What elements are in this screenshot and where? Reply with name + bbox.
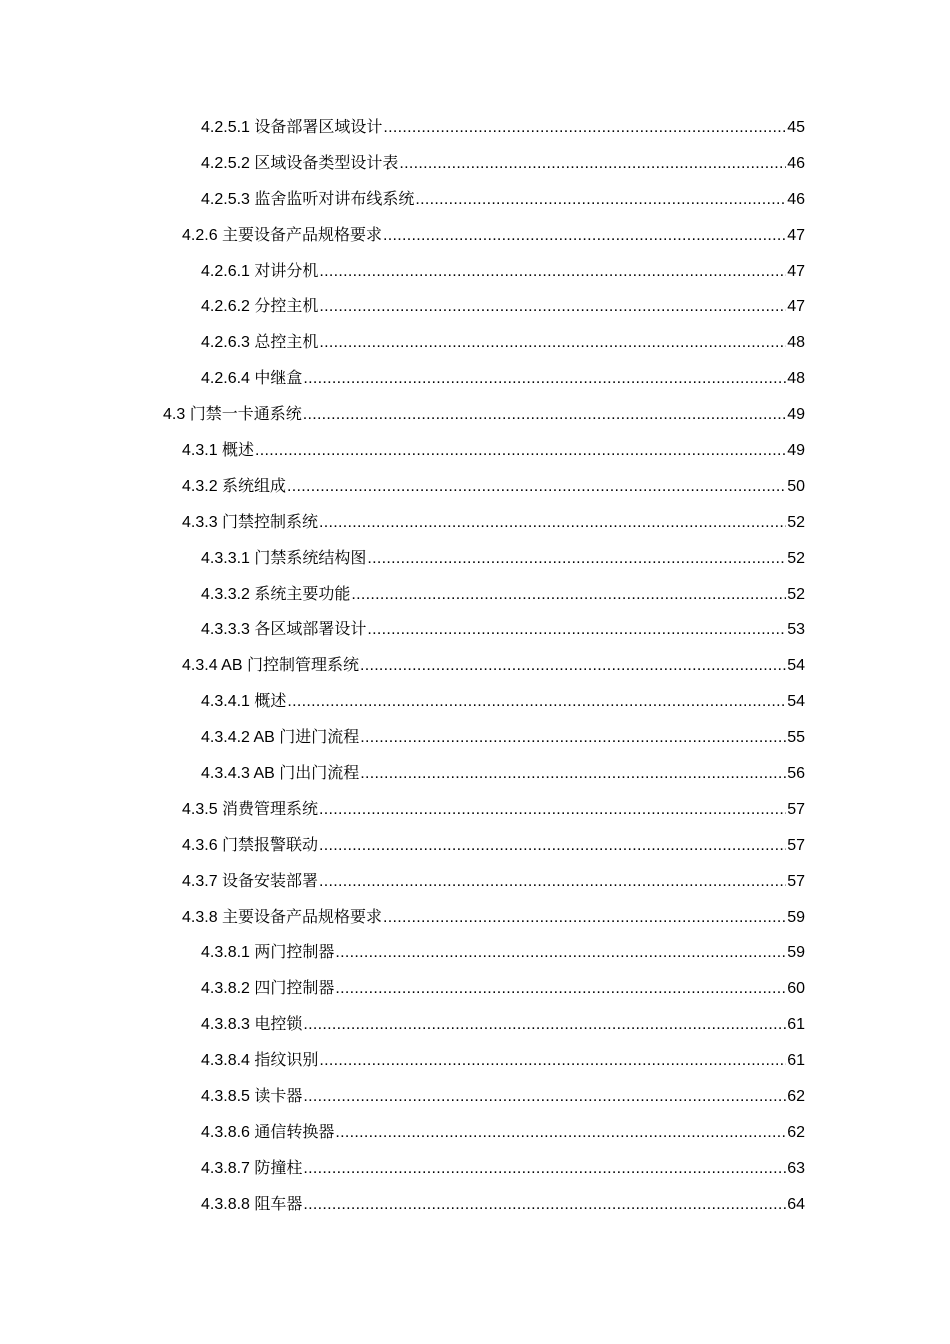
toc-entry[interactable] xyxy=(0,505,950,541)
toc-dot-leader xyxy=(335,943,786,963)
toc-dot-leader xyxy=(319,800,786,820)
toc-page-number: 46 xyxy=(787,190,805,208)
table-of-contents xyxy=(0,110,950,1223)
toc-page-number: 59 xyxy=(787,908,805,926)
toc-page-number: 56 xyxy=(787,764,805,782)
toc-dot-leader xyxy=(367,620,786,640)
toc-dot-leader xyxy=(399,154,786,174)
toc-entry-title: 4.3.1 概述 xyxy=(182,441,255,459)
toc-page-number: 52 xyxy=(787,549,805,567)
toc-entry[interactable] xyxy=(0,433,950,469)
toc-dot-leader xyxy=(383,118,786,138)
toc-entry[interactable] xyxy=(0,182,950,218)
toc-page-number: 57 xyxy=(787,800,805,818)
toc-entry-title: 4.3.8.5 读卡器 xyxy=(201,1087,303,1105)
toc-entry-title: 4.3.4.3 AB 门出门流程 xyxy=(201,764,360,782)
toc-entry[interactable] xyxy=(0,612,950,648)
toc-dot-leader xyxy=(367,549,786,569)
toc-page-number: 48 xyxy=(787,334,805,352)
toc-entry[interactable] xyxy=(0,1043,950,1079)
toc-dot-leader xyxy=(335,979,786,999)
toc-page-number: 62 xyxy=(787,1087,805,1105)
toc-entry[interactable] xyxy=(0,541,950,577)
toc-dot-leader xyxy=(303,1159,786,1179)
toc-entry[interactable] xyxy=(0,361,950,397)
toc-page-number: 47 xyxy=(787,262,805,280)
toc-page-number: 62 xyxy=(787,1123,805,1141)
toc-entry[interactable] xyxy=(0,900,950,936)
toc-entry-title: 4.2.6.2 分控主机 xyxy=(201,298,319,316)
toc-entry[interactable] xyxy=(0,792,950,828)
toc-entry[interactable] xyxy=(0,289,950,325)
toc-dot-leader xyxy=(319,333,786,353)
toc-entry-title: 4.3.8.4 指纹识别 xyxy=(201,1052,319,1070)
toc-entry-title: 4.3.3.1 门禁系统结构图 xyxy=(201,549,367,567)
toc-entry[interactable] xyxy=(0,971,950,1007)
toc-dot-leader xyxy=(383,908,786,928)
toc-entry-title: 4.3.8.2 四门控制器 xyxy=(201,980,335,998)
toc-page-number: 45 xyxy=(787,118,805,136)
toc-dot-leader xyxy=(303,405,787,425)
toc-page-number: 52 xyxy=(787,513,805,531)
toc-dot-leader xyxy=(360,656,786,676)
toc-page-number: 63 xyxy=(787,1159,805,1177)
toc-dot-leader xyxy=(319,836,786,856)
toc-dot-leader xyxy=(351,585,786,605)
toc-page-number: 60 xyxy=(787,980,805,998)
toc-entry[interactable] xyxy=(0,146,950,182)
toc-entry-title: 4.3.8.3 电控锁 xyxy=(201,1016,303,1034)
toc-entry-title: 4.3.8.1 两门控制器 xyxy=(201,944,335,962)
toc-entry[interactable] xyxy=(0,577,950,613)
toc-page-number: 57 xyxy=(787,836,805,854)
toc-entry-title: 4.2.6.1 对讲分机 xyxy=(201,262,319,280)
toc-entry[interactable] xyxy=(0,254,950,290)
toc-dot-leader xyxy=(415,190,786,210)
toc-dot-leader xyxy=(319,262,786,282)
toc-entry[interactable] xyxy=(0,110,950,146)
toc-entry-title: 4.3.8 主要设备产品规格要求 xyxy=(182,908,383,926)
toc-page-number: 54 xyxy=(787,693,805,711)
toc-entry-title: 4.2.6 主要设备产品规格要求 xyxy=(182,226,383,244)
toc-page-number: 50 xyxy=(787,477,805,495)
toc-entry[interactable] xyxy=(0,720,950,756)
toc-entry-title: 4.3.5 消费管理系统 xyxy=(182,800,319,818)
toc-page-number: 53 xyxy=(787,621,805,639)
toc-entry-title: 4.3.4.2 AB 门进门流程 xyxy=(201,729,360,747)
toc-entry[interactable] xyxy=(0,1079,950,1115)
toc-entry[interactable] xyxy=(0,218,950,254)
toc-dot-leader xyxy=(319,513,786,533)
toc-entry[interactable] xyxy=(0,397,950,433)
toc-entry-title: 4.3.8.6 通信转换器 xyxy=(201,1123,335,1141)
toc-page-number: 47 xyxy=(787,226,805,244)
toc-page-number: 54 xyxy=(787,657,805,675)
toc-entry-title: 4.3.3.3 各区域部署设计 xyxy=(201,621,367,639)
toc-page-number: 52 xyxy=(787,585,805,603)
toc-dot-leader xyxy=(383,226,786,246)
toc-entry-title: 4.3 门禁一卡通系统 xyxy=(163,406,302,424)
toc-dot-leader xyxy=(360,728,786,748)
toc-entry[interactable] xyxy=(0,1115,950,1151)
toc-entry-title: 4.3.6 门禁报警联动 xyxy=(182,836,319,854)
toc-entry[interactable] xyxy=(0,469,950,505)
toc-dot-leader xyxy=(319,297,786,317)
toc-dot-leader xyxy=(319,872,786,892)
toc-page-number: 47 xyxy=(787,298,805,316)
toc-entry[interactable] xyxy=(0,648,950,684)
toc-entry-title: 4.2.5.2 区域设备类型设计表 xyxy=(201,154,399,172)
toc-entry-title: 4.3.3 门禁控制系统 xyxy=(182,513,319,531)
toc-entry[interactable] xyxy=(0,935,950,971)
toc-dot-leader xyxy=(255,441,786,461)
toc-entry[interactable] xyxy=(0,756,950,792)
toc-page-number: 61 xyxy=(787,1052,805,1070)
toc-entry[interactable] xyxy=(0,684,950,720)
toc-entry-title: 4.3.2 系统组成 xyxy=(182,477,287,495)
toc-dot-leader xyxy=(303,1195,786,1215)
toc-entry-title: 4.3.4.1 概述 xyxy=(201,693,287,711)
toc-dot-leader xyxy=(303,1087,786,1107)
toc-entry-title: 4.3.7 设备安装部署 xyxy=(182,872,319,890)
toc-entry-title: 4.3.8.7 防撞柱 xyxy=(201,1159,303,1177)
toc-page-number: 57 xyxy=(787,872,805,890)
toc-page-number: 49 xyxy=(787,406,805,424)
toc-entry-title: 4.2.5.1 设备部署区域设计 xyxy=(201,118,383,136)
toc-page-number: 55 xyxy=(787,729,805,747)
toc-page-number: 48 xyxy=(787,370,805,388)
toc-entry[interactable] xyxy=(0,828,950,864)
toc-page-number: 64 xyxy=(787,1195,805,1213)
toc-page-number: 59 xyxy=(787,944,805,962)
toc-entry[interactable] xyxy=(0,1151,950,1187)
toc-page-number: 61 xyxy=(787,1016,805,1034)
toc-entry[interactable] xyxy=(0,864,950,900)
toc-page-number: 49 xyxy=(787,441,805,459)
toc-dot-leader xyxy=(335,1123,786,1143)
toc-dot-leader xyxy=(287,477,786,497)
toc-entry-title: 4.2.6.3 总控主机 xyxy=(201,334,319,352)
toc-entry-title: 4.2.5.3 监舍监听对讲布线系统 xyxy=(201,190,415,208)
toc-dot-leader xyxy=(360,764,786,784)
toc-dot-leader xyxy=(287,692,786,712)
toc-dot-leader xyxy=(303,1015,786,1035)
toc-entry-title: 4.3.3.2 系统主要功能 xyxy=(201,585,351,603)
toc-page-number: 46 xyxy=(787,154,805,172)
toc-entry[interactable] xyxy=(0,1187,950,1223)
toc-entry-title: 4.3.8.8 阻车器 xyxy=(201,1195,303,1213)
toc-dot-leader xyxy=(319,1051,786,1071)
toc-entry[interactable] xyxy=(0,325,950,361)
toc-dot-leader xyxy=(303,369,786,389)
toc-entry-title: 4.2.6.4 中继盒 xyxy=(201,370,303,388)
toc-entry-title: 4.3.4 AB 门控制管理系统 xyxy=(182,657,359,675)
toc-entry[interactable] xyxy=(0,1007,950,1043)
